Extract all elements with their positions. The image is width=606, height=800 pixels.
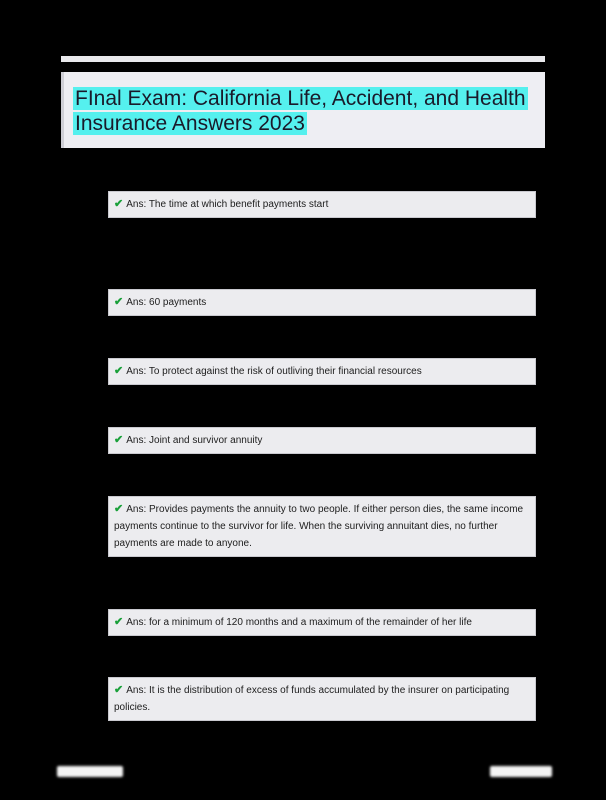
answer-box-7 xyxy=(108,677,536,721)
footer-left-blurred xyxy=(57,766,123,777)
check-icon: ✔ xyxy=(114,616,124,628)
page-title xyxy=(73,86,543,136)
answer-box-5 xyxy=(108,496,536,557)
check-icon: ✔ xyxy=(114,365,124,377)
answer-box-3 xyxy=(108,358,536,385)
answer-box-1 xyxy=(108,191,536,218)
check-icon: ✔ xyxy=(114,434,124,446)
answer-text-7: Ans: It is the distribution of excess of funds accumulated by the insurer on participating policies. xyxy=(114,685,510,713)
footer-right-blurred xyxy=(490,766,552,777)
header-rule xyxy=(61,56,545,62)
answer-box-6 xyxy=(108,609,536,636)
answer-text-2: Ans: 60 payments xyxy=(126,297,207,308)
answer-text-4: Ans: Joint and survivor annuity xyxy=(126,435,263,446)
title-box xyxy=(61,72,545,148)
answer-box-2 xyxy=(108,289,536,316)
title-highlight: FInal Exam: California Life, Accident, and Health Insurance Answers 2023 xyxy=(75,87,526,135)
check-icon: ✔ xyxy=(114,684,124,696)
check-icon: ✔ xyxy=(114,296,124,308)
answer-text-3: Ans: To protect against the risk of outliving their financial resources xyxy=(126,366,422,377)
answer-text-1: Ans: The time at which benefit payments start xyxy=(126,199,329,210)
answer-text-5: Ans: Provides payments the annuity to two people. If either person dies, the same income payments continue to the survivor for life. When the surviving annuitant dies, no further payments are made to anyone. xyxy=(114,504,524,549)
check-icon: ✔ xyxy=(114,198,124,210)
answer-box-4 xyxy=(108,427,536,454)
check-icon: ✔ xyxy=(114,503,124,515)
answer-text-6: Ans: for a minimum of 120 months and a maximum of the remainder of her life xyxy=(126,617,472,628)
